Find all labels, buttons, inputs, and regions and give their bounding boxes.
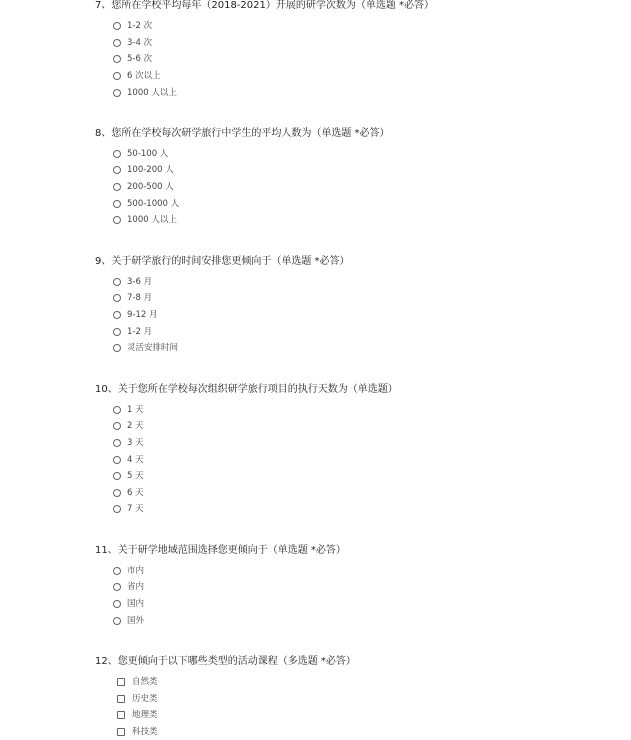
option-label: 7-8 月 xyxy=(127,293,153,303)
option-q9-5[interactable] xyxy=(113,340,178,356)
radio-button-icon[interactable] xyxy=(113,166,121,174)
option-label: 6 天 xyxy=(127,488,144,498)
option-q8-4[interactable] xyxy=(113,196,179,212)
option-label: 50-100 人 xyxy=(127,149,169,159)
option-q10-3[interactable] xyxy=(113,435,144,451)
radio-button-icon[interactable] xyxy=(113,328,121,336)
option-q12-1[interactable] xyxy=(117,674,158,690)
option-q12-3[interactable] xyxy=(117,707,158,723)
option-q10-5[interactable] xyxy=(113,468,144,484)
radio-button-icon[interactable] xyxy=(113,344,121,352)
option-q7-5[interactable] xyxy=(113,85,177,101)
radio-button-icon[interactable] xyxy=(113,439,121,447)
option-label: 历史类 xyxy=(132,694,158,704)
option-q9-3[interactable] xyxy=(113,307,158,323)
option-label: 6 次以上 xyxy=(127,71,161,81)
radio-button-icon[interactable] xyxy=(113,505,121,513)
option-q8-3[interactable] xyxy=(113,179,174,195)
option-q7-3[interactable] xyxy=(113,51,152,67)
radio-button-icon[interactable] xyxy=(113,89,121,97)
option-q10-4[interactable] xyxy=(113,452,144,468)
option-label: 200-500 人 xyxy=(127,182,174,192)
radio-button-icon[interactable] xyxy=(113,200,121,208)
option-label: 市内 xyxy=(127,566,145,576)
option-label: 2 天 xyxy=(127,421,144,431)
radio-button-icon[interactable] xyxy=(113,406,121,414)
radio-button-icon[interactable] xyxy=(113,150,121,158)
option-label: 1000 人以上 xyxy=(127,215,177,225)
question-title: 9、关于研学旅行的时间安排您更倾向于（单选题 *必答） xyxy=(95,256,350,267)
checkbox-icon[interactable] xyxy=(117,711,125,719)
option-q9-2[interactable] xyxy=(113,290,152,306)
option-q10-2[interactable] xyxy=(113,418,144,434)
option-label: 地理类 xyxy=(132,710,158,720)
radio-button-icon[interactable] xyxy=(113,294,121,302)
option-label: 1-2 月 xyxy=(127,327,153,337)
option-label: 1000 人以上 xyxy=(127,88,177,98)
radio-button-icon[interactable] xyxy=(113,55,121,63)
option-label: 1-2 次 xyxy=(127,21,153,31)
option-q8-2[interactable] xyxy=(113,162,174,178)
option-label: 3 天 xyxy=(127,438,144,448)
radio-button-icon[interactable] xyxy=(113,456,121,464)
question-title: 11、关于研学地域范围选择您更倾向于（单选题 *必答） xyxy=(95,545,346,556)
question-title: 7、您所在学校平均每年（2018-2021）开展的研学次数为（单选题 *必答） xyxy=(95,0,435,11)
option-q11-4[interactable] xyxy=(113,613,144,629)
option-label: 3-4 次 xyxy=(127,38,153,48)
radio-button-icon[interactable] xyxy=(113,22,121,30)
radio-button-icon[interactable] xyxy=(113,472,121,480)
option-q7-1[interactable] xyxy=(113,18,152,34)
radio-button-icon[interactable] xyxy=(113,583,121,591)
option-label: 100-200 人 xyxy=(127,165,174,175)
option-label: 国外 xyxy=(127,616,145,626)
option-label: 500-1000 人 xyxy=(127,199,180,209)
checkbox-icon[interactable] xyxy=(117,695,125,703)
question-title: 8、您所在学校每次研学旅行中学生的平均人数为（单选题 *必答） xyxy=(95,128,390,139)
option-q7-4[interactable] xyxy=(113,68,161,84)
option-label: 自然类 xyxy=(132,677,158,687)
option-q9-4[interactable] xyxy=(113,324,152,340)
option-label: 3-6 月 xyxy=(127,277,153,287)
radio-button-icon[interactable] xyxy=(113,422,121,430)
option-label: 科技类 xyxy=(132,727,158,737)
option-q11-1[interactable] xyxy=(113,563,144,579)
radio-button-icon[interactable] xyxy=(113,600,121,608)
option-label: 5-6 次 xyxy=(127,54,153,64)
option-label: 9-12 月 xyxy=(127,310,158,320)
radio-button-icon[interactable] xyxy=(113,489,121,497)
radio-button-icon[interactable] xyxy=(113,216,121,224)
option-label: 5 天 xyxy=(127,471,144,481)
question-title: 12、您更倾向于以下哪些类型的活动课程（多选题 *必答） xyxy=(95,656,356,667)
option-q8-1[interactable] xyxy=(113,146,168,162)
option-q12-2[interactable] xyxy=(117,691,158,707)
question-title: 10、关于您所在学校每次组织研学旅行项目的执行天数为（单选题） xyxy=(95,384,398,395)
radio-button-icon[interactable] xyxy=(113,278,121,286)
radio-button-icon[interactable] xyxy=(113,311,121,319)
option-label: 1 天 xyxy=(127,405,144,415)
radio-button-icon[interactable] xyxy=(113,72,121,80)
option-q10-1[interactable] xyxy=(113,402,144,418)
option-label: 省内 xyxy=(127,582,145,592)
option-q10-7[interactable] xyxy=(113,501,144,517)
option-label: 7 天 xyxy=(127,504,144,514)
checkbox-icon[interactable] xyxy=(117,728,125,736)
radio-button-icon[interactable] xyxy=(113,39,121,47)
option-label: 4 天 xyxy=(127,455,144,465)
option-q11-3[interactable] xyxy=(113,596,144,612)
option-q7-2[interactable] xyxy=(113,35,152,51)
checkbox-icon[interactable] xyxy=(117,678,125,686)
option-q8-5[interactable] xyxy=(113,212,177,228)
option-q11-2[interactable] xyxy=(113,579,144,595)
option-label: 国内 xyxy=(127,599,145,609)
option-q10-6[interactable] xyxy=(113,485,144,501)
option-label: 灵活安排时间 xyxy=(127,343,179,353)
radio-button-icon[interactable] xyxy=(113,567,121,575)
radio-button-icon[interactable] xyxy=(113,183,121,191)
radio-button-icon[interactable] xyxy=(113,617,121,625)
option-q9-1[interactable] xyxy=(113,274,152,290)
